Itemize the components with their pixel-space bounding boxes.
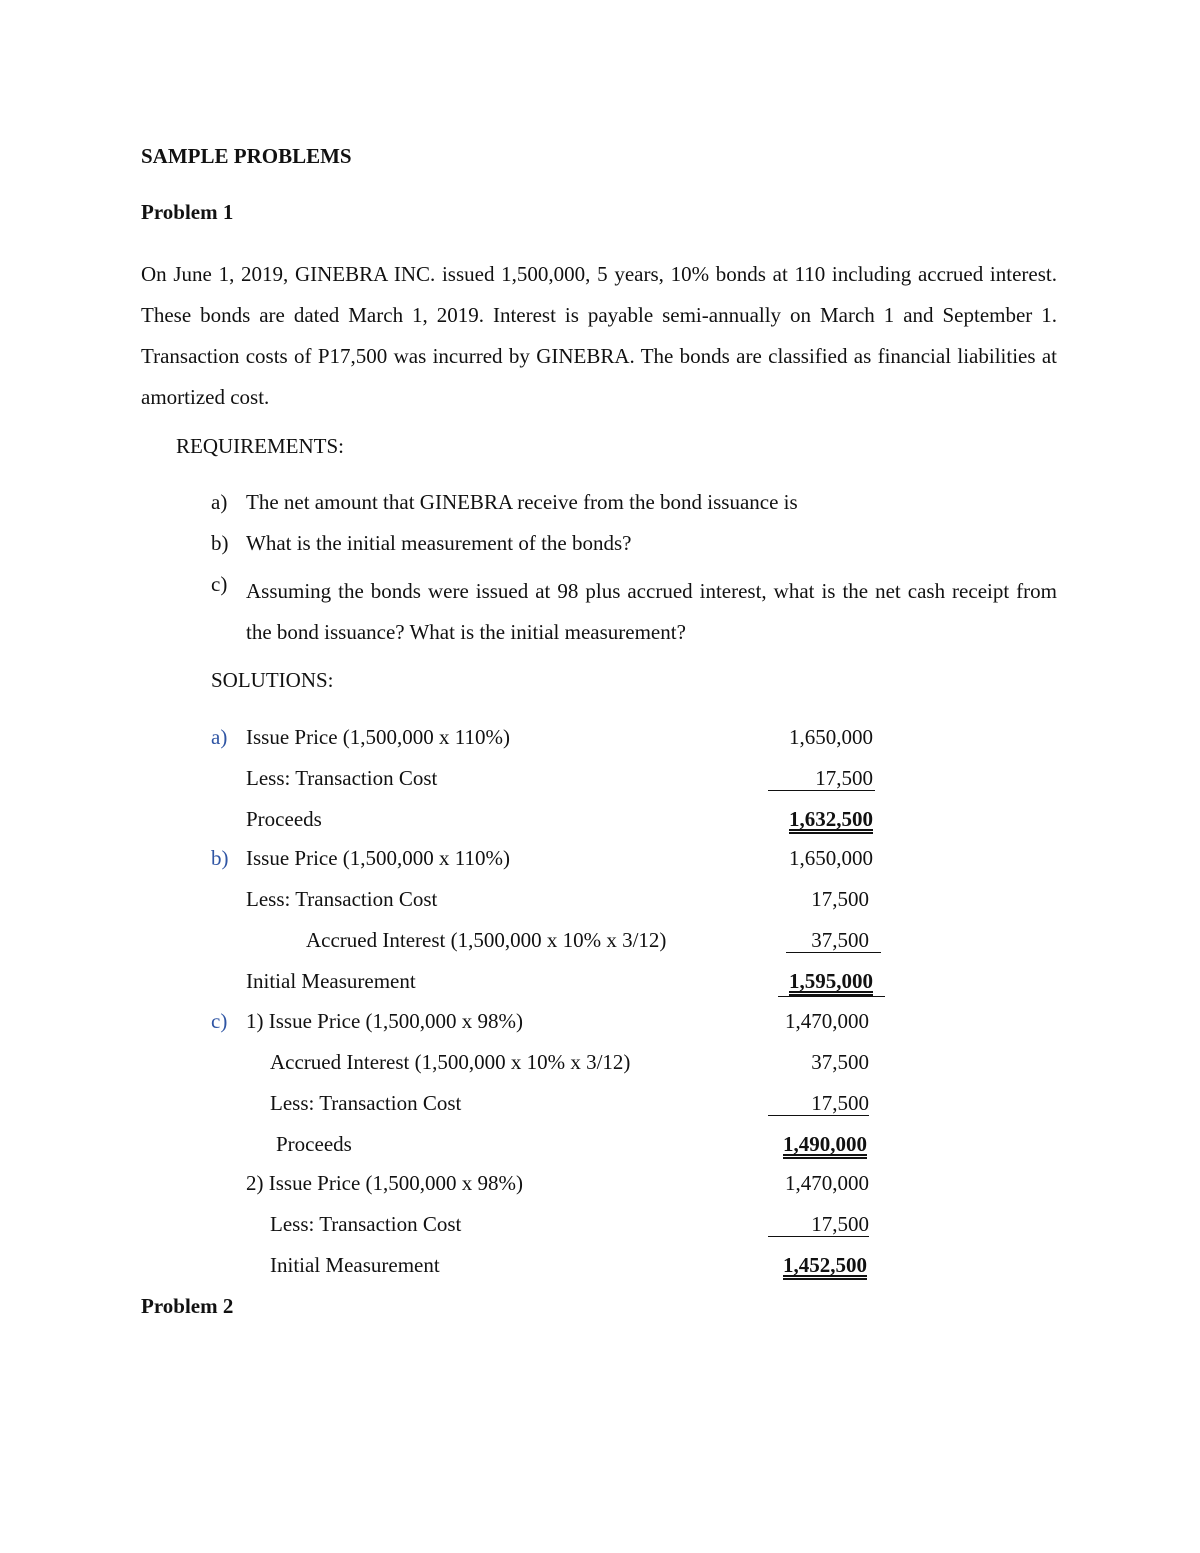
solution-row-label: Less: Transaction Cost	[246, 766, 438, 790]
solution-row-label: Initial Measurement	[270, 1253, 440, 1277]
solution-row-value: 1,650,000	[789, 725, 873, 749]
solution-row-value: 17,500	[811, 1091, 869, 1115]
requirement-text: What is the initial measurement of the bonds?	[246, 531, 632, 555]
solution-row-value: 1,470,000	[785, 1009, 869, 1033]
solution-row-label: Accrued Interest (1,500,000 x 10% x 3/12)	[270, 1050, 631, 1074]
solutions-label: SOLUTIONS:	[211, 668, 334, 692]
solution-row-label: Accrued Interest (1,500,000 x 10% x 3/12)	[306, 928, 667, 952]
solution-row-label: Less: Transaction Cost	[270, 1091, 462, 1115]
solution-row-value: 1,470,000	[785, 1171, 869, 1195]
solution-row-value: 1,650,000	[789, 846, 873, 870]
solution-row-value: 17,500	[811, 887, 869, 911]
subtotal-underline	[786, 952, 881, 953]
solution-total-value: 1,595,000	[789, 969, 873, 993]
solution-total-value: 1,632,500	[789, 807, 873, 831]
solution-row-label: Less: Transaction Cost	[270, 1212, 462, 1236]
solution-row-label: Issue Price (1,500,000 x 110%)	[246, 725, 511, 749]
solution-row-label: 2) Issue Price (1,500,000 x 98%)	[246, 1171, 524, 1195]
solution-row-label: 1) Issue Price (1,500,000 x 98%)	[246, 1009, 524, 1033]
solution-row-value: 17,500	[815, 766, 873, 790]
requirement-letter: c)	[211, 572, 228, 596]
page-heading: SAMPLE PROBLEMS	[141, 144, 352, 168]
solution-row-label: Less: Transaction Cost	[246, 887, 438, 911]
requirement-letter: b)	[211, 531, 229, 555]
problem-1-title: Problem 1	[141, 200, 234, 224]
solution-row-label: Proceeds	[246, 807, 322, 831]
requirement-text: Assuming the bonds were issued at 98 plus accrued interest, what is the net cash receipt from the bond issuance? What is the initial measurement?	[246, 579, 1057, 644]
solution-row-value: 37,500	[811, 1050, 869, 1074]
solution-total-value: 1,452,500	[783, 1253, 867, 1277]
subtotal-underline	[768, 1115, 869, 1116]
solution-row-label: Issue Price (1,500,000 x 110%)	[246, 846, 511, 870]
solution-row-label: Proceeds	[276, 1132, 352, 1156]
solution-total-value: 1,490,000	[783, 1132, 867, 1156]
problem-1-paragraph: On June 1, 2019, GINEBRA INC. issued 1,500,000, 5 years, 10% bonds at 110 including accrued interest. These bonds are dated March 1, 2019. Interest is payable semi-annually on March 1 and September 1. Transaction costs of P17,500 was incurred by GINEBRA. The bonds are classified as financial liabilities at amortized cost.	[141, 262, 1057, 409]
subtotal-underline	[768, 1236, 869, 1237]
total-underline-extension	[778, 996, 885, 997]
solution-row-label: Initial Measurement	[246, 969, 416, 993]
solution-letter: b)	[211, 846, 229, 870]
solution-row-value: 37,500	[811, 928, 869, 952]
problem-2-title: Problem 2	[141, 1294, 234, 1318]
solution-letter: a)	[211, 725, 228, 749]
requirement-text: The net amount that GINEBRA receive from the bond issuance is	[246, 490, 798, 514]
requirements-label: REQUIREMENTS:	[176, 434, 344, 458]
solution-row-value: 17,500	[811, 1212, 869, 1236]
requirement-letter: a)	[211, 490, 228, 514]
solution-letter: c)	[211, 1009, 228, 1033]
subtotal-underline	[768, 790, 875, 791]
